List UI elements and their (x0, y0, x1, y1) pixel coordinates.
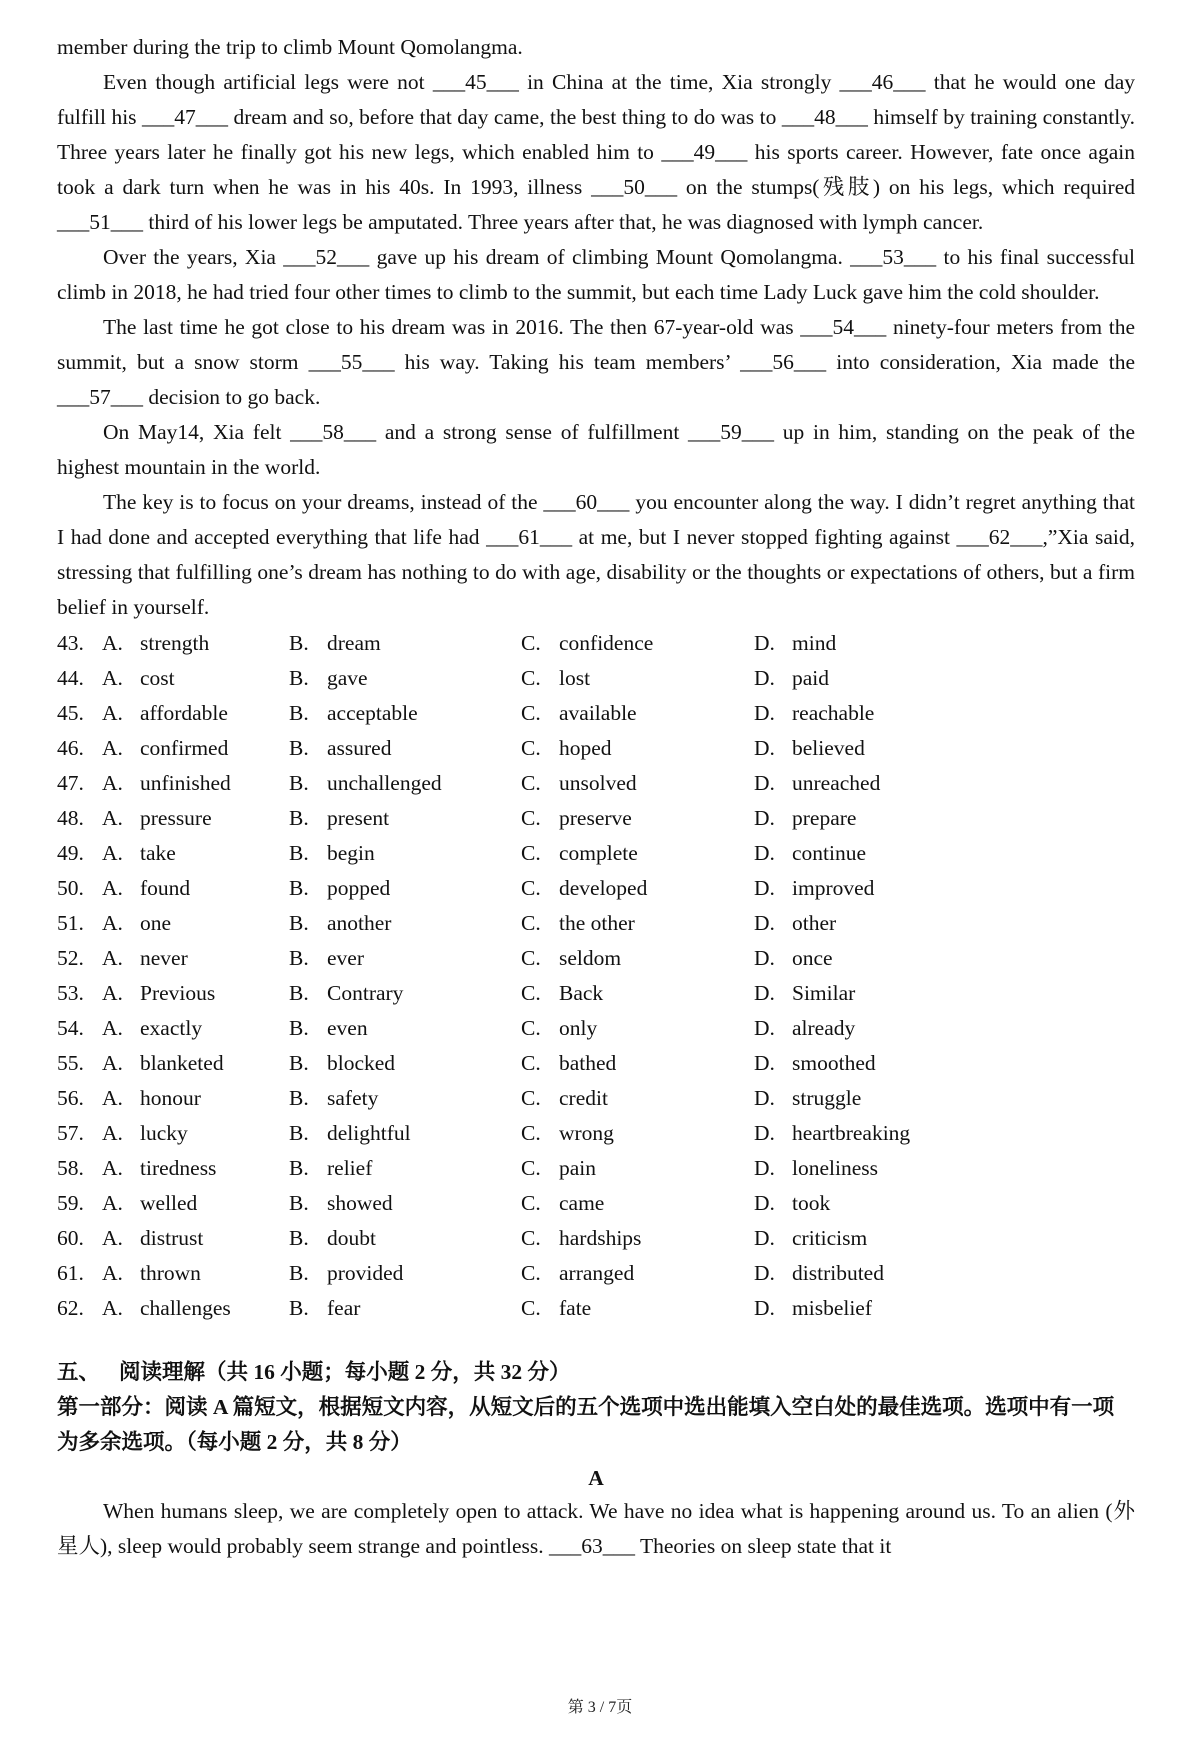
option-text: exactly (140, 1016, 203, 1040)
option-c (521, 1191, 754, 1216)
option-c (521, 806, 754, 831)
option-text: found (140, 876, 191, 900)
option-d (754, 736, 1014, 761)
option-b (289, 701, 521, 726)
option-letter: C. (521, 1086, 541, 1110)
question-number: 43. (57, 631, 84, 655)
option-a (102, 876, 289, 901)
option-b (289, 806, 521, 831)
option-letter: B. (289, 1296, 309, 1320)
option-text: seldom (559, 946, 622, 970)
option-letter: D. (754, 1086, 775, 1110)
option-letter: B. (289, 1191, 309, 1215)
option-b (289, 771, 521, 796)
option-text: present (327, 806, 390, 830)
option-d (754, 876, 1014, 901)
option-letter: A. (102, 1156, 123, 1180)
option-letter: B. (289, 1051, 309, 1075)
option-b (289, 736, 521, 761)
option-b (289, 1191, 521, 1216)
option-row (57, 696, 1135, 731)
option-letter: A. (102, 701, 123, 725)
question-number: 62. (57, 1296, 84, 1320)
option-letter: B. (289, 1156, 309, 1180)
option-letter: D. (754, 631, 775, 655)
option-letter: C. (521, 1191, 541, 1215)
page-footer: 第 3 / 7页 (567, 1699, 633, 1716)
option-row (57, 1186, 1135, 1221)
option-letter: D. (754, 666, 775, 690)
option-row (57, 1081, 1135, 1116)
question-number: 44. (57, 666, 84, 690)
passage-a-text: When humans sleep, we are completely open to attack. We have no idea what is happening around us. To an alien (外星人), sleep would probably seem strange and pointless. ___63___ Theories on sleep state that it (57, 1499, 1135, 1558)
option-d (754, 981, 1014, 1006)
option-letter: B. (289, 1016, 309, 1040)
option-letter: A. (102, 1121, 123, 1145)
question-number: 59. (57, 1191, 84, 1215)
option-text: distributed (792, 1261, 884, 1285)
option-row (57, 871, 1135, 906)
option-text: never (140, 946, 188, 970)
option-text: Back (559, 981, 604, 1005)
question-number: 58. (57, 1156, 84, 1180)
option-text: delightful (327, 1121, 411, 1145)
passage-paragraph: Over the years, Xia ___52___ gave up his dream of climbing Mount Qomolangma. ___53___ to his final successful climb in 2018, he had tried four other times to climb to the summit, but each time Lady Luck gave him the cold shoulder. (57, 245, 1135, 304)
option-text: one (140, 911, 172, 935)
option-letter: B. (289, 771, 309, 795)
option-d (754, 806, 1014, 831)
option-d (754, 1016, 1014, 1041)
option-text: thrown (140, 1261, 201, 1285)
option-d (754, 1226, 1014, 1251)
option-c (521, 841, 754, 866)
option-c (521, 1086, 754, 1111)
option-letter: A. (102, 771, 123, 795)
option-text: unreached (792, 771, 881, 795)
option-d (754, 1296, 1014, 1321)
option-letter: C. (521, 666, 541, 690)
option-d (754, 946, 1014, 971)
option-text: tiredness (140, 1156, 217, 1180)
option-d (754, 1261, 1014, 1286)
option-text: confirmed (140, 736, 229, 760)
option-text: Similar (792, 981, 856, 1005)
option-letter: B. (289, 981, 309, 1005)
passage-paragraph: member during the trip to climb Mount Qomolangma. (57, 35, 523, 59)
option-text: Contrary (327, 981, 404, 1005)
option-text: struggle (792, 1086, 862, 1110)
cloze-passage (57, 30, 1135, 625)
option-text: blocked (327, 1051, 396, 1075)
option-a (102, 701, 289, 726)
option-letter: C. (521, 1051, 541, 1075)
option-letter: C. (521, 876, 541, 900)
option-text: Previous (140, 981, 216, 1005)
option-text: reachable (792, 701, 875, 725)
option-letter: D. (754, 771, 775, 795)
option-letter: B. (289, 911, 309, 935)
option-d (754, 1156, 1014, 1181)
option-a (102, 631, 289, 656)
option-text: strength (140, 631, 210, 655)
option-letter: C. (521, 981, 541, 1005)
option-text: gave (327, 666, 368, 690)
option-c (521, 1051, 754, 1076)
option-letter: A. (102, 1296, 123, 1320)
option-letter: C. (521, 631, 541, 655)
option-a (102, 1296, 289, 1321)
option-d (754, 1051, 1014, 1076)
option-text: loneliness (792, 1156, 878, 1180)
option-row (57, 1116, 1135, 1151)
option-letter: D. (754, 1051, 775, 1075)
option-c (521, 736, 754, 761)
question-number: 60. (57, 1226, 84, 1250)
option-text: dream (327, 631, 381, 655)
option-d (754, 1086, 1014, 1111)
option-b (289, 1086, 521, 1111)
option-letter: A. (102, 876, 123, 900)
option-c (521, 1016, 754, 1041)
option-b (289, 1016, 521, 1041)
option-letter: A. (102, 806, 123, 830)
option-d (754, 771, 1014, 796)
option-d (754, 911, 1014, 936)
option-c (521, 1296, 754, 1321)
option-letter: C. (521, 771, 541, 795)
option-d (754, 701, 1014, 726)
option-text: pain (559, 1156, 597, 1180)
option-text: assured (327, 736, 392, 760)
option-letter: C. (521, 1226, 541, 1250)
option-row (57, 1011, 1135, 1046)
option-c (521, 701, 754, 726)
question-number: 45. (57, 701, 84, 725)
option-b (289, 1121, 521, 1146)
option-a (102, 1016, 289, 1041)
option-a (102, 1261, 289, 1286)
option-letter: A. (102, 1086, 123, 1110)
option-letter: D. (754, 1296, 775, 1320)
option-text: once (792, 946, 833, 970)
option-letter: D. (754, 806, 775, 830)
option-c (521, 1121, 754, 1146)
option-d (754, 1121, 1014, 1146)
option-b (289, 841, 521, 866)
question-number: 51. (57, 911, 84, 935)
option-text: came (559, 1191, 605, 1215)
option-letter: B. (289, 1226, 309, 1250)
option-a (102, 1226, 289, 1251)
section-title: 阅读理解（共 16 小题；每小题 2 分，共 32 分） (119, 1360, 571, 1384)
option-b (289, 631, 521, 656)
option-letter: B. (289, 666, 309, 690)
option-b (289, 1296, 521, 1321)
option-text: continue (792, 841, 867, 865)
option-row (57, 731, 1135, 766)
option-c (521, 876, 754, 901)
option-text: misbelief (792, 1296, 873, 1320)
option-text: lucky (140, 1121, 188, 1145)
option-text: relief (327, 1156, 373, 1180)
option-row (57, 836, 1135, 871)
option-a (102, 1156, 289, 1181)
option-d (754, 841, 1014, 866)
option-text: criticism (792, 1226, 868, 1250)
option-text: doubt (327, 1226, 376, 1250)
question-number: 57. (57, 1121, 84, 1145)
option-text: available (559, 701, 637, 725)
option-c (521, 1261, 754, 1286)
option-a (102, 806, 289, 831)
option-row (57, 1151, 1135, 1186)
question-number: 56. (57, 1086, 84, 1110)
option-letter: C. (521, 736, 541, 760)
section-instruction: 第一部分：阅读 A 篇短文，根据短文内容，从短文后的五个选项中选出能填入空白处的最佳选项。选项中有一项为多余选项。（每小题 2 分，共 8 分） (57, 1395, 1115, 1454)
option-letter: D. (754, 1016, 775, 1040)
option-letter: A. (102, 1261, 123, 1285)
option-text: confidence (559, 631, 654, 655)
option-letter: C. (521, 1121, 541, 1145)
option-text: acceptable (327, 701, 418, 725)
option-b (289, 876, 521, 901)
question-number: 61. (57, 1261, 84, 1285)
section-heading (57, 1355, 1135, 1390)
option-text: improved (792, 876, 875, 900)
option-c (521, 946, 754, 971)
option-text: smoothed (792, 1051, 876, 1075)
option-c (521, 666, 754, 691)
question-number: 55. (57, 1051, 84, 1075)
option-letter: A. (102, 1191, 123, 1215)
option-letter: B. (289, 736, 309, 760)
option-b (289, 1051, 521, 1076)
option-text: affordable (140, 701, 228, 725)
option-d (754, 666, 1014, 691)
option-letter: B. (289, 1121, 309, 1145)
option-b (289, 666, 521, 691)
option-a (102, 771, 289, 796)
option-row (57, 766, 1135, 801)
option-letter: C. (521, 1296, 541, 1320)
option-text: ever (327, 946, 364, 970)
option-a (102, 841, 289, 866)
option-text: popped (327, 876, 391, 900)
option-text: believed (792, 736, 865, 760)
option-text: other (792, 911, 837, 935)
question-number: 46. (57, 736, 84, 760)
option-letter: A. (102, 1226, 123, 1250)
option-letter: B. (289, 806, 309, 830)
option-d (754, 631, 1014, 656)
question-number: 53. (57, 981, 84, 1005)
option-letter: D. (754, 1261, 775, 1285)
option-letter: D. (754, 1191, 775, 1215)
option-text: paid (792, 666, 830, 690)
option-text: mind (792, 631, 837, 655)
option-d (754, 1191, 1014, 1216)
option-letter: C. (521, 701, 541, 725)
option-a (102, 1191, 289, 1216)
option-letter: A. (102, 981, 123, 1005)
option-letter: A. (102, 631, 123, 655)
option-c (521, 1156, 754, 1181)
option-text: unchallenged (327, 771, 442, 795)
option-text: provided (327, 1261, 404, 1285)
option-letter: B. (289, 1086, 309, 1110)
option-text: distrust (140, 1226, 204, 1250)
option-text: honour (140, 1086, 201, 1110)
option-letter: D. (754, 1156, 775, 1180)
option-a (102, 911, 289, 936)
passage-paragraph: Even though artificial legs were not ___45___ in China at the time, Xia strongly ___46___ that he would one day fulfill his ___47___ dream and so, before that day came, the best thing to do was to ___48___ himself by training constantly. Three years later he finally got his new legs, which enabled him to ___49___ his sports career. However, fate once again took a dark turn when he was in his 40s. In 1993, illness ___50___ on the stumps(残肢) on his legs, which required ___51___ third of his lower legs be amputated. Three years after that, he was diagnosed with lymph cancer. (57, 70, 1135, 234)
option-row (57, 941, 1135, 976)
option-c (521, 631, 754, 656)
option-text: hoped (559, 736, 612, 760)
option-text: begin (327, 841, 375, 865)
option-row (57, 1256, 1135, 1291)
option-letter: D. (754, 1121, 775, 1145)
option-c (521, 1226, 754, 1251)
option-b (289, 981, 521, 1006)
option-letter: C. (521, 1156, 541, 1180)
option-letter: C. (521, 1261, 541, 1285)
exam-page (57, 30, 1135, 1564)
option-row (57, 661, 1135, 696)
option-text: hardships (559, 1226, 642, 1250)
passage-paragraph: On May14, Xia felt ___58___ and a strong sense of fulfillment ___59___ up in him, standing on the peak of the highest mountain in the world. (57, 420, 1135, 479)
option-text: already (792, 1016, 856, 1040)
option-letter: B. (289, 876, 309, 900)
option-text: another (327, 911, 392, 935)
option-letter: D. (754, 701, 775, 725)
option-letter: D. (754, 911, 775, 935)
option-text: bathed (559, 1051, 617, 1075)
option-letter: B. (289, 631, 309, 655)
option-text: complete (559, 841, 638, 865)
option-c (521, 981, 754, 1006)
option-text: only (559, 1016, 598, 1040)
option-text: even (327, 1016, 368, 1040)
option-text: heartbreaking (792, 1121, 911, 1145)
option-letter: A. (102, 946, 123, 970)
option-letter: B. (289, 1261, 309, 1285)
option-text: took (792, 1191, 831, 1215)
option-letter: A. (102, 1016, 123, 1040)
option-b (289, 1156, 521, 1181)
question-number: 49. (57, 841, 84, 865)
option-letter: D. (754, 841, 775, 865)
passage-paragraph: The last time he got close to his dream was in 2016. The then 67-year-old was ___54___ ninety-four meters from the summit, but a snow storm ___55___ his way. Taking his team members’ ___56___ into consideration, Xia made the ___57___ decision to go back. (57, 315, 1135, 409)
option-letter: B. (289, 841, 309, 865)
question-number: 48. (57, 806, 84, 830)
option-b (289, 1226, 521, 1251)
option-row (57, 626, 1135, 661)
option-letter: C. (521, 911, 541, 935)
options-list (57, 626, 1135, 1326)
option-b (289, 911, 521, 936)
option-text: safety (327, 1086, 379, 1110)
option-letter: A. (102, 911, 123, 935)
option-a (102, 981, 289, 1006)
option-text: lost (559, 666, 591, 690)
option-text: unfinished (140, 771, 231, 795)
option-letter: D. (754, 736, 775, 760)
option-a (102, 736, 289, 761)
option-text: showed (327, 1191, 393, 1215)
option-a (102, 1121, 289, 1146)
option-text: blanketed (140, 1051, 224, 1075)
option-row (57, 906, 1135, 941)
option-text: unsolved (559, 771, 637, 795)
option-text: take (140, 841, 176, 865)
option-text: challenges (140, 1296, 231, 1320)
option-row (57, 1221, 1135, 1256)
option-a (102, 1086, 289, 1111)
option-text: cost (140, 666, 175, 690)
option-letter: D. (754, 1226, 775, 1250)
option-letter: D. (754, 946, 775, 970)
passage-paragraph: The key is to focus on your dreams, instead of the ___60___ you encounter along the way. I didn’t regret anything that I had done and accepted everything that life had ___61___ at me, but I never stopped fighting against ___62___,”Xia said, stressing that fulfilling one’s dream has nothing to do with age, disability or the thoughts or expectations of others, but a firm belief in yourself. (57, 490, 1135, 619)
section-number: 五、 (57, 1360, 101, 1384)
option-text: pressure (140, 806, 212, 830)
option-letter: D. (754, 981, 775, 1005)
option-row (57, 1291, 1135, 1326)
option-a (102, 666, 289, 691)
option-letter: A. (102, 666, 123, 690)
option-letter: C. (521, 946, 541, 970)
option-text: developed (559, 876, 648, 900)
option-letter: B. (289, 946, 309, 970)
option-b (289, 946, 521, 971)
option-letter: B. (289, 701, 309, 725)
question-number: 54. (57, 1016, 84, 1040)
question-number: 47. (57, 771, 84, 795)
passage-letter: A (588, 1466, 604, 1490)
question-number: 52. (57, 946, 84, 970)
option-c (521, 911, 754, 936)
option-text: arranged (559, 1261, 635, 1285)
option-letter: C. (521, 806, 541, 830)
option-text: the other (559, 911, 635, 935)
option-text: preserve (559, 806, 632, 830)
option-row (57, 1046, 1135, 1081)
option-text: wrong (559, 1121, 614, 1145)
option-text: prepare (792, 806, 857, 830)
option-text: fear (327, 1296, 361, 1320)
option-letter: C. (521, 841, 541, 865)
option-letter: A. (102, 736, 123, 760)
option-letter: A. (102, 841, 123, 865)
option-a (102, 946, 289, 971)
option-row (57, 976, 1135, 1011)
option-letter: D. (754, 876, 775, 900)
option-letter: A. (102, 1051, 123, 1075)
option-row (57, 801, 1135, 836)
option-text: fate (559, 1296, 592, 1320)
option-letter: C. (521, 1016, 541, 1040)
option-a (102, 1051, 289, 1076)
question-number: 50. (57, 876, 84, 900)
option-text: credit (559, 1086, 608, 1110)
option-text: welled (140, 1191, 198, 1215)
option-b (289, 1261, 521, 1286)
option-c (521, 771, 754, 796)
